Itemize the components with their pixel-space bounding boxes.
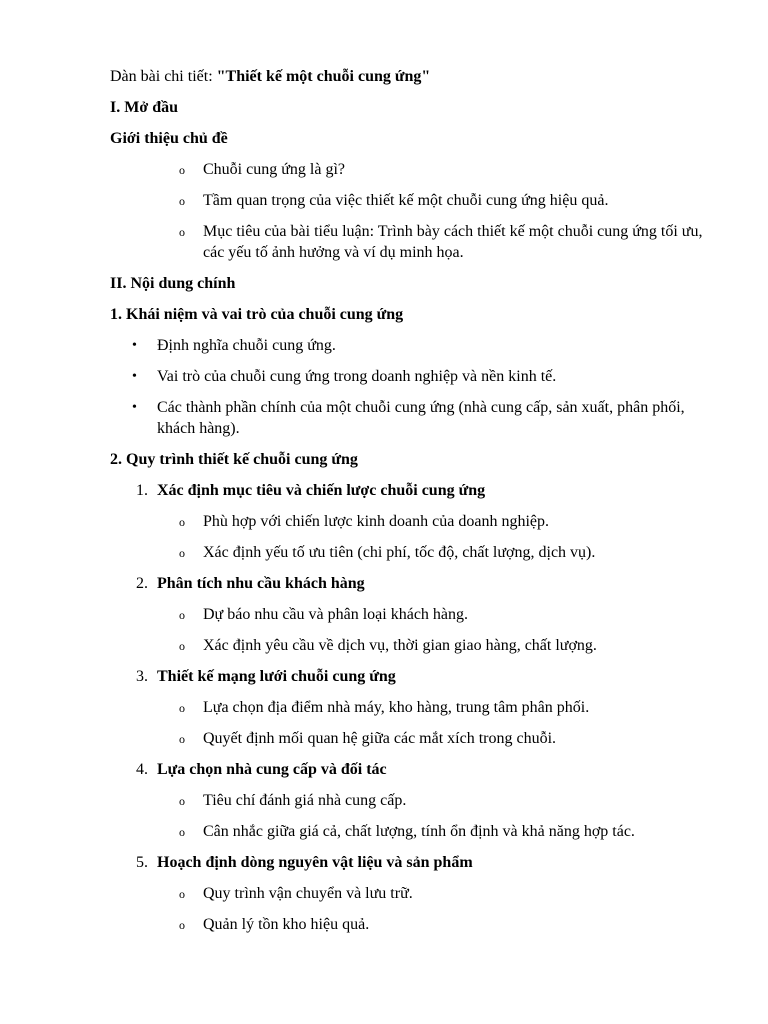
circle-bullet-icon: o bbox=[179, 546, 185, 560]
step-number: 4. bbox=[136, 761, 148, 778]
list-item: o Cân nhắc giữa giá cả, chất lượng, tính ổn định và khả năng hợp tác. bbox=[110, 821, 720, 842]
step-heading: 1. Xác định mục tiêu và chiến lược chuỗi cung ứng bbox=[110, 480, 720, 501]
list-item: o Phù hợp với chiến lược kinh doanh của doanh nghiệp. bbox=[110, 511, 720, 532]
disc-bullet-icon: • bbox=[132, 369, 137, 384]
step-number: 2. bbox=[136, 575, 148, 592]
circle-bullet-icon: o bbox=[179, 515, 185, 529]
step-number: 1. bbox=[136, 482, 148, 499]
step-number: 3. bbox=[136, 668, 148, 685]
part2-heading: 2. Quy trình thiết kế chuỗi cung ứng bbox=[110, 451, 358, 468]
list-item: o Lựa chọn địa điểm nhà máy, kho hàng, trung tâm phân phối. bbox=[110, 697, 720, 718]
circle-bullet-icon: o bbox=[179, 608, 185, 622]
circle-bullet-icon: o bbox=[179, 887, 185, 901]
section2-heading: II. Nội dung chính bbox=[110, 275, 236, 292]
circle-bullet-icon: o bbox=[179, 194, 185, 208]
step-heading: 4. Lựa chọn nhà cung cấp và đối tác bbox=[110, 759, 720, 780]
circle-bullet-icon: o bbox=[179, 163, 185, 177]
circle-bullet-icon: o bbox=[179, 918, 185, 932]
step-heading: 3. Thiết kế mạng lưới chuỗi cung ứng bbox=[110, 666, 720, 687]
list-item: o Xác định yêu cầu về dịch vụ, thời gian giao hàng, chất lượng. bbox=[110, 635, 720, 656]
step-heading: 2. Phân tích nhu cầu khách hàng bbox=[110, 573, 720, 594]
disc-bullet-icon: • bbox=[132, 400, 137, 415]
circle-bullet-icon: o bbox=[179, 794, 185, 808]
list-item: o Quản lý tồn kho hiệu quả. bbox=[110, 914, 720, 935]
circle-bullet-icon: o bbox=[179, 225, 185, 239]
circle-bullet-icon: o bbox=[179, 639, 185, 653]
list-item: • Định nghĩa chuỗi cung ứng. bbox=[132, 337, 336, 354]
part1-heading: 1. Khái niệm và vai trò của chuỗi cung ứng bbox=[110, 306, 404, 323]
list-item: • Vai trò của chuỗi cung ứng trong doanh nghiệp và nền kinh tế. bbox=[132, 368, 557, 385]
list-item: o Xác định yếu tố ưu tiên (chi phí, tốc độ, chất lượng, dịch vụ). bbox=[110, 542, 720, 563]
list-item: o Mục tiêu của bài tiểu luận: Trình bày cách thiết kế một chuỗi cung ứng tối ưu, các yếu tố ảnh hưởng và ví dụ minh họa. bbox=[179, 223, 703, 261]
title-main: "Thiết kế một chuỗi cung ứng" bbox=[216, 68, 431, 85]
list-item: o Dự báo nhu cầu và phân loại khách hàng. bbox=[110, 604, 720, 625]
disc-bullet-icon: • bbox=[132, 338, 137, 353]
list-item: o Quy trình vận chuyển và lưu trữ. bbox=[110, 883, 720, 904]
step-number: 5. bbox=[136, 854, 148, 871]
list-item: o Tiêu chí đánh giá nhà cung cấp. bbox=[110, 790, 720, 811]
step-heading: 5. Hoạch định dòng nguyên vật liệu và sản phẩm bbox=[110, 852, 720, 873]
list-item: o Chuỗi cung ứng là gì? bbox=[110, 159, 720, 180]
circle-bullet-icon: o bbox=[179, 825, 185, 839]
section1-subheading: Giới thiệu chủ đề bbox=[110, 130, 228, 147]
list-item: • Các thành phần chính của một chuỗi cung ứng (nhà cung cấp, sản xuất, phân phối, khách hàng). bbox=[132, 399, 685, 437]
list-item: o Quyết định mối quan hệ giữa các mắt xích trong chuỗi. bbox=[110, 728, 720, 749]
circle-bullet-icon: o bbox=[179, 701, 185, 715]
document-page bbox=[110, 66, 720, 945]
circle-bullet-icon: o bbox=[179, 732, 185, 746]
title-prefix: Dàn bài chi tiết: bbox=[110, 68, 217, 85]
list-item: o Tầm quan trọng của việc thiết kế một chuỗi cung ứng hiệu quả. bbox=[110, 190, 720, 211]
document-title bbox=[110, 66, 720, 87]
section1-heading: I. Mở đầu bbox=[110, 99, 178, 116]
